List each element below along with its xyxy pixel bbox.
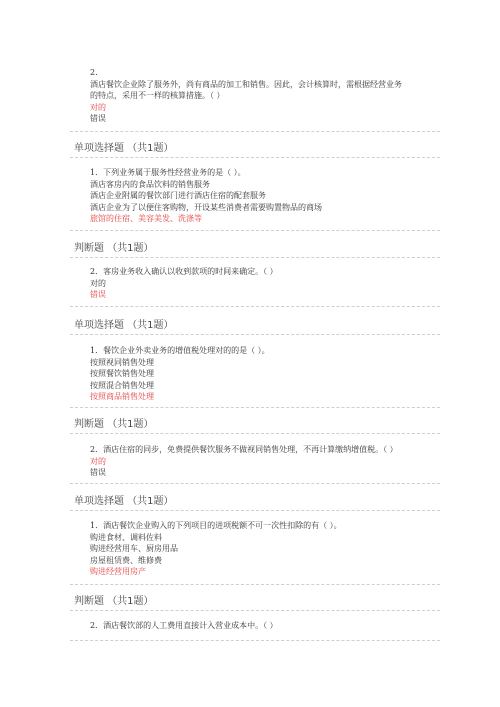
section-divider (70, 257, 440, 258)
answer-option: 购进经营用车、厨房用品 (90, 544, 178, 554)
question-block (90, 620, 440, 632)
section-divider (70, 230, 440, 231)
answer-option: 按照混合销售处理 (90, 380, 154, 390)
answer-option: 按照餐饮销售处理 (90, 369, 154, 379)
section-divider (70, 584, 440, 585)
answer-option-correct: 按照商品销售处理 (90, 392, 154, 402)
question-number: 2. (90, 68, 98, 77)
question-block (90, 444, 440, 479)
answer-option: 酒店客房内的食品饮料的销售服务 (90, 179, 210, 189)
section-heading: 单项选择题 （共1题） (74, 496, 174, 507)
answer-option-correct: 购进经营用房产 (90, 567, 146, 577)
answer-option: 错误 (90, 114, 106, 124)
section-heading: 单项选择题 （共1题） (74, 320, 174, 331)
section-divider (70, 407, 440, 408)
section-divider (70, 131, 440, 132)
question-block (90, 345, 440, 403)
section-heading: 单项选择题 （共1题） (74, 143, 174, 154)
section-divider (70, 433, 440, 434)
question-block (90, 167, 440, 225)
question-stem: 2．酒店餐饮部的人工费用直接计入营业成本中。（ ） (90, 621, 278, 630)
answer-option: 错误 (90, 468, 106, 478)
question-stem: 酒店餐饮企业除了服务外，尚有商品的加工和销售。因此，会计核算时，需根据经营业务 (90, 79, 402, 89)
question-stem: 2．客房业务收入确认以收到款项的时间来确定。（ ） (90, 267, 278, 276)
question-block (90, 520, 440, 578)
section-divider (70, 334, 440, 335)
answer-option-correct: 错误 (90, 290, 106, 300)
section-divider (70, 640, 440, 641)
answer-option-correct: 旅馆的住宿、美容美发、洗涤等 (90, 214, 202, 224)
question-block (90, 67, 440, 125)
answer-option: 按照视同销售处理 (90, 357, 154, 367)
section-divider (70, 306, 440, 307)
question-block (90, 266, 440, 301)
section-heading: 判断题 （共1题） (74, 596, 154, 607)
answer-option: 酒店企业为了以便住客购物，开设某些消费者需要购置物品的商场 (90, 202, 322, 212)
section-divider (70, 483, 440, 484)
answer-option-correct: 对的 (90, 456, 106, 466)
answer-option-correct: 对的 (90, 102, 106, 112)
question-stem: 1．酒店餐饮企业购入的下列项目的进项税额不可一次性扣除的有（ ）。 (90, 521, 342, 530)
section-heading: 判断题 （共1题） (74, 419, 154, 430)
section-divider (70, 610, 440, 611)
answer-option: 购进食材、调料佐料 (90, 532, 162, 542)
section-divider (70, 157, 440, 158)
answer-option: 对的 (90, 278, 106, 288)
section-heading: 判断题 （共1题） (74, 243, 154, 254)
answer-option: 房屋租赁费、维修费 (90, 555, 162, 565)
question-stem: 2．酒店住宿的同步，免费提供餐饮服务不做视同销售处理，不再计算缴纳增值税。（ ） (90, 445, 398, 454)
question-stem: 1．餐饮企业外卖业务的增值税处理对的的是（ ）。 (90, 346, 270, 355)
answer-option: 酒店企业附属的餐饮部门进行酒店住宿的配套服务 (90, 191, 266, 201)
section-divider (70, 510, 440, 511)
question-stem: 的特点，采用不一样的核算措施。（ ） (90, 91, 225, 101)
question-stem: 1．下列业务属于服务性经营业务的是（ ）。 (90, 168, 246, 177)
